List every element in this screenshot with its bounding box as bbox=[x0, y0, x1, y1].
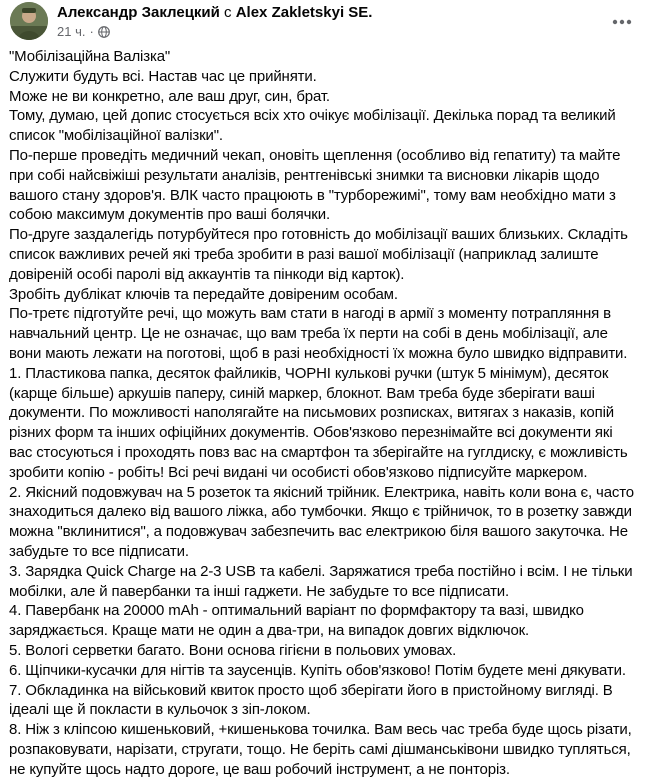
post-paragraph: Тому, думаю, цей допис стосується всіх хто очікує мобілізації. Декілька порад та великий список "мобілізаційної валізки". bbox=[9, 107, 616, 145]
post-text bbox=[9, 47, 635, 779]
post-paragraph: 6. Щіпчики-кусачки для нігтів та заусенців. Купіть обов'язково! Потім будете мені дякувати. bbox=[9, 661, 626, 679]
post-paragraph: 5. Вологі серветки багато. Вони основа гігієни в польових умовах. bbox=[9, 641, 457, 659]
more-options-button[interactable] bbox=[606, 6, 638, 38]
post-paragraph: 2. Якісний подовжувач на 5 розеток та якісний трійник. Електрика, навіть коли вона є, часто знаходиться далеко від вашого ліжка, або тумбочки. Якщо є трійничок, то в розетку завжди можна "вклинитися", а подовжувач забезпечить вас електрикою біля вашого закуточка. Не забудьте то все підписати. bbox=[9, 483, 635, 560]
post-header bbox=[0, 0, 652, 48]
post-meta bbox=[57, 24, 110, 40]
post-paragraph: 8. Ніж з клiпсою кишеньковий, +кишенькова точилка. Вам весь час треба буде щось різати, розпаковувати, нарізати, стругати, тощо. Не беріть самі дішманськівони швидко тупляться, не купуйте щось надто дороге, це ваш робочий інструмент, а не понторіз. bbox=[9, 721, 632, 778]
post-paragraph: 7. Обкладинка на військовий квиток просто щоб зберігати його в пристойному вигляді. В ідеалі ще й покласти в кульочок з зіп-локом. bbox=[9, 681, 613, 719]
post-paragraph: Служити будуть всі. Настав час це прийняти. bbox=[9, 67, 317, 85]
post-paragraph: По-третє підготуйте речі, що можуть вам стати в нагоді в армії з моменту потрапляння в навчальний центр. Це не означає, що вам треба їх перти на собі в день мобілізації, але вони мають лежати на поготові, щоб в разі необхідності їх можна було швидко відправити. bbox=[9, 305, 628, 362]
more-dots-icon bbox=[612, 19, 632, 25]
page-name[interactable]: Alex Zakletskyi SE bbox=[235, 4, 369, 21]
post-paragraph: 3. Зарядка Quick Charge на 2-3 USB та кабелі. Заряжатися треба постійно і всім. І не тільки мобілки, але й павербанки та інші гаджети. Не забудьте то все підписати. bbox=[9, 562, 633, 600]
avatar-photo bbox=[10, 2, 48, 40]
post-paragraph: 4. Павербанк на 20000 mAh - оптимальний варіант по формфактору та вазі, швидко заряджається. Краще мати не один а два-три, на випадок довгих відключок. bbox=[9, 602, 584, 640]
post-timestamp[interactable]: 21 ч. bbox=[57, 24, 86, 39]
post-paragraph: Зробіть дублікат ключів та передайте довіреним особам. bbox=[9, 285, 398, 303]
avatar[interactable] bbox=[10, 2, 48, 40]
post-paragraph: "Мобілізаційна Валізка" bbox=[9, 48, 171, 65]
meta-separator: · bbox=[89, 24, 94, 39]
author-name[interactable]: Александр Заклецкий bbox=[57, 4, 220, 21]
author-line bbox=[57, 4, 372, 22]
globe-icon[interactable] bbox=[98, 26, 110, 38]
post-paragraph: Може не ви конкретно, але ваш друг, син, брат. bbox=[9, 87, 330, 105]
post-paragraph: 1. Пластикова папка, десяток файликів, ЧОРНІ кулькові ручки (штук 5 мінімум), десяток (карще більше) аркушів паперу, синій маркер, блокнот. Вам треба буде зберігати ваші документи. По можливості наполягайте на письмових розписках, витягах з наказів, копій різних форм та інших офіційних документів. Обов'язково перезнімайте всі документи які вас стосуються і проходять повз вас на смартфон та зберігайте на гуглдиску, є можливість зробити копію - робіть! Всі речі видані чи особисті обов'язково підписуйте маркером. bbox=[9, 364, 628, 481]
post-paragraph: По-друге заздалегідь потурбуйтеся про готовність до мобілізації ваших близьких. Складіть список важливих речей які треба зробити в разі вашої мобілізації (наприклад залиште довіреній особі паролі від аккаунтів та пінкоди від карток). bbox=[9, 226, 628, 283]
post-paragraph: По-перше проведіть медичний чекап, оновіть щеплення (особливо від гепатиту) та майте при собі найсвіжіші результати аналізів, рентгенівські знимки та висновки лікарів щодо вашого стану здоров'я. ВЛК часто працюють в "турборежимі", тому вам необхідно мати з собою максимум документів про ваші болячки. bbox=[9, 146, 621, 224]
page-suffix: . bbox=[368, 4, 373, 21]
author-connector: с bbox=[224, 4, 232, 21]
